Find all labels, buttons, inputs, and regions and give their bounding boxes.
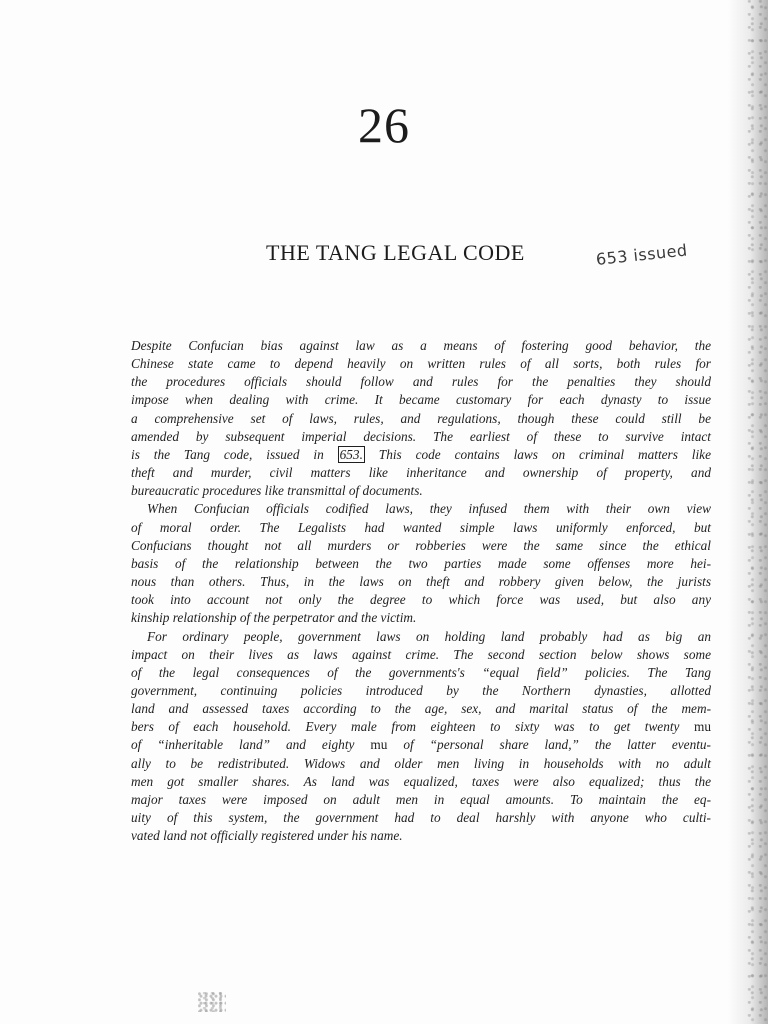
- text-fragment: is the Tang code, issued in: [131, 446, 338, 462]
- text-fragment: bers of each household. Every male from eighteen to sixty was to get twenty: [131, 719, 694, 735]
- text-line: amended by subsequent imperial decisions. The earliest of these to survive intact: [131, 428, 711, 444]
- text-line: the procedures officials should follow and rules for the penalties they should: [131, 374, 711, 390]
- text-line: nous than others. Thus, in the laws on theft and robbery given below, the jurists: [131, 574, 711, 590]
- text-line: theft and murder, civil matters like inheritance and ownership of property, and: [131, 465, 711, 481]
- scan-smudge: [198, 992, 226, 1012]
- text-line: [131, 446, 711, 464]
- unit-mu: mu: [694, 719, 711, 735]
- text-line: bureaucratic procedures like transmittal of documents.: [131, 483, 423, 499]
- text-line: Confucians thought not all murders or robberies were the same since the ethical: [131, 537, 711, 553]
- text-line: of moral order. The Legalists had wanted simple laws uniformly enforced, but: [131, 519, 711, 535]
- text-line: impose when dealing with crime. It became customary for each dynasty to issue: [131, 392, 711, 408]
- text-line: vated land not officially registered under his name.: [131, 828, 403, 844]
- text-line: Chinese state came to depend heavily on written rules of all sorts, both rules for: [131, 356, 711, 372]
- text-line: men got smaller shares. As land was equalized, taxes were also equalized; thus the: [131, 773, 711, 789]
- text-line: [131, 718, 711, 736]
- chapter-title: THE TANG LEGAL CODE: [266, 240, 525, 265]
- text-line: For ordinary people, government laws on holding land probably had as big an: [147, 628, 711, 644]
- text-fragment: of “personal share land,” the latter eventu-: [387, 737, 711, 753]
- text-line: impact on their lives as laws against crime. The second section below shows some: [131, 646, 711, 662]
- text-line: When Confucian officials codified laws, they infused them with their own view: [147, 501, 711, 517]
- text-fragment: of “inheritable land” and eighty: [131, 737, 371, 753]
- text-line: of the legal consequences of the governments's “equal field” policies. The Tang: [131, 664, 711, 680]
- text-line: Despite Confucian bias against law as a means of fostering good behavior, the: [131, 338, 711, 353]
- unit-mu: mu: [370, 737, 388, 753]
- body-text: [131, 337, 711, 845]
- text-line: [131, 736, 711, 754]
- text-line: major taxes were imposed on adult men in equal amounts. To maintain the eq-: [131, 791, 711, 807]
- text-line: land and assessed taxes according to the age, sex, and marital status of the mem-: [131, 701, 711, 717]
- text-fragment: This code contains laws on criminal matters like: [364, 446, 711, 462]
- text-line: government, continuing policies introduced by the Northern dynasties, allotted: [131, 682, 711, 698]
- boxed-annotation: 653.: [339, 446, 363, 462]
- text-line: took into account not only the degree to which force was used, but also any: [131, 592, 711, 608]
- text-line: kinship relationship of the perpetrator and the victim.: [131, 610, 417, 626]
- text-line: ally to be redistributed. Widows and older men living in households with no adult: [131, 755, 711, 771]
- text-line: basis of the relationship between the two parties made some offenses more hei-: [131, 555, 711, 571]
- text-line: a comprehensive set of laws, rules, and regulations, though these could still be: [131, 410, 711, 426]
- text-line: uity of this system, the government had to deal harshly with anyone who culti-: [131, 810, 711, 826]
- chapter-number: 26: [358, 97, 410, 153]
- handwritten-margin-note: 653 issued: [595, 240, 689, 269]
